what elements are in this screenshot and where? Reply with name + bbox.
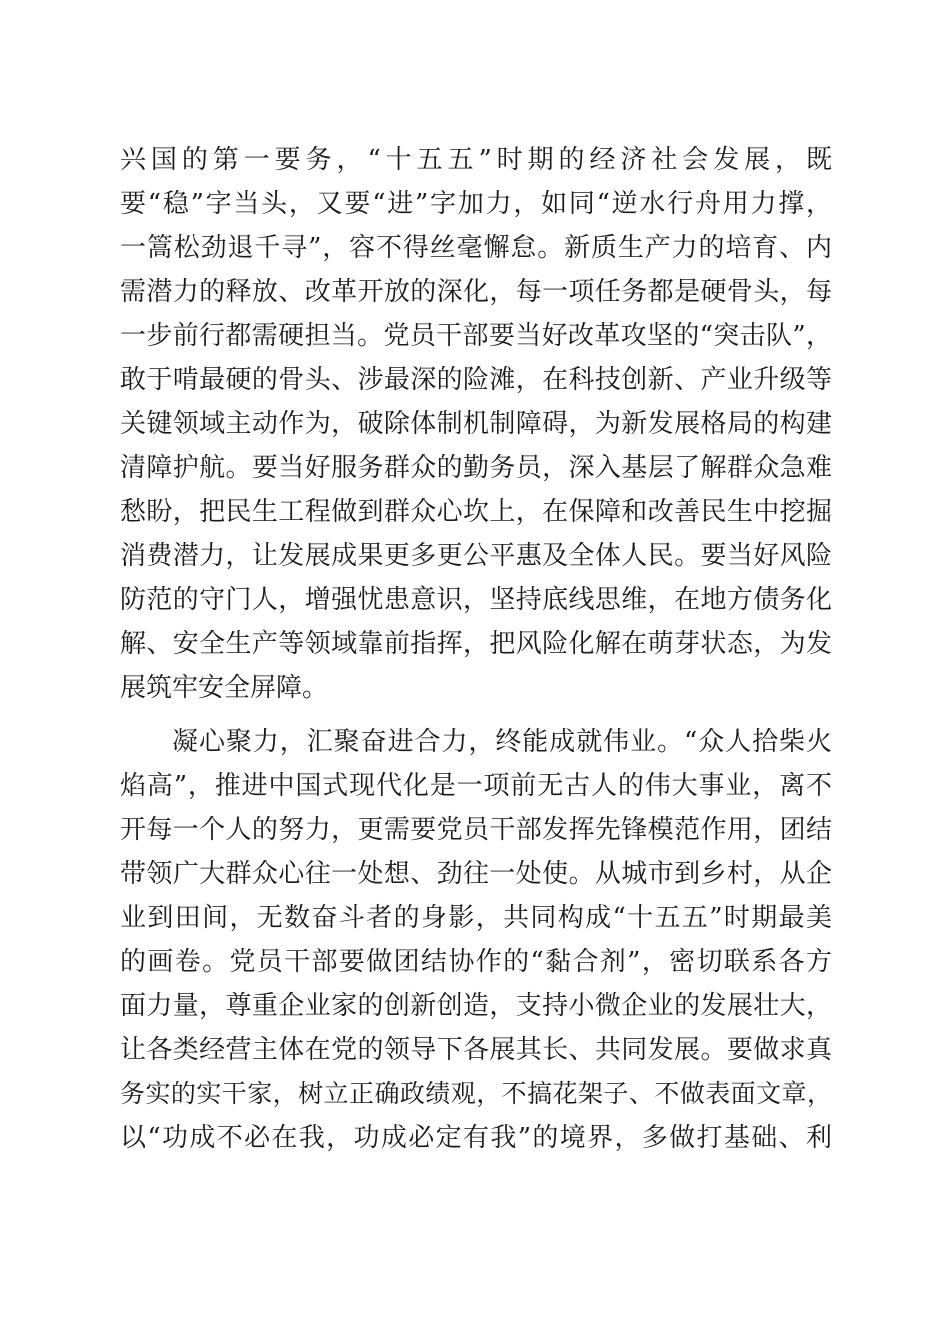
paragraph-1-line-1: 兴国的第一要务，“十五五”时期的经济社会发展，既 xyxy=(120,145,832,175)
paragraph-2-line-6: 的画卷。党员干部要做团结协作的“黏合剂”，密切联系各方 xyxy=(120,947,832,977)
paragraph-2-line-2: 焰高”，推进中国式现代化是一项前无古人的伟大事业，离不 xyxy=(120,771,832,801)
paragraph-1-line-8: 清障护航。要当好服务群众的勤务员，深入基层了解群众急难 xyxy=(120,453,832,483)
paragraph-1-line-7: 关键领域主动作为，破除体制机制障碍，为新发展格局的构建 xyxy=(120,409,832,439)
paragraph-1-line-13: 展筑牢安全屏障。 xyxy=(120,673,329,703)
paragraph-2-line-3: 开每一个人的努力，更需要党员干部发挥先锋模范作用，团结 xyxy=(120,815,832,845)
paragraph-2-line-1: 凝心聚力，汇聚奋进合力，终能成就伟业。“众人拾柴火 xyxy=(172,727,832,757)
paragraph-1-line-9: 愁盼，把民生工程做到群众心坎上，在保障和改善民生中挖掘 xyxy=(120,497,832,527)
paragraph-1-line-3: 一篙松劲退千寻”，容不得丝毫懈怠。新质生产力的培育、内 xyxy=(120,233,832,263)
paragraph-2-line-5: 业到田间，无数奋斗者的身影，共同构成“十五五”时期最美 xyxy=(120,903,832,933)
paragraph-1-line-4: 需潜力的释放、改革开放的深化，每一项任务都是硬骨头，每 xyxy=(120,277,832,307)
paragraph-1-line-11: 防范的守门人，增强忧患意识，坚持底线思维，在地方债务化 xyxy=(120,585,832,615)
paragraph-2-line-10: 以“功成不必在我，功成必定有我”的境界，多做打基础、利 xyxy=(120,1123,832,1153)
paragraph-2-line-4: 带领广大群众心往一处想、劲往一处使。从城市到乡村，从企 xyxy=(120,859,832,889)
paragraph-1-line-2: 要“稳”字当头，又要“进”字加力，如同“逆水行舟用力撑， xyxy=(120,189,832,219)
paragraph-1-line-12: 解、安全生产等领域靠前指挥，把风险化解在萌芽状态，为发 xyxy=(120,629,832,659)
paragraph-1-line-5: 一步前行都需硬担当。党员干部要当好改革攻坚的“突击队”， xyxy=(120,321,832,351)
paragraph-2-line-8: 让各类经营主体在党的领导下各展其长、共同发展。要做求真 xyxy=(120,1035,832,1065)
paragraph-1-line-6: 敢于啃最硬的骨头、涉最深的险滩，在科技创新、产业升级等 xyxy=(120,365,832,395)
paragraph-1-line-10: 消费潜力，让发展成果更多更公平惠及全体人民。要当好风险 xyxy=(120,541,832,571)
paragraph-2-line-7: 面力量，尊重企业家的创新创造，支持小微企业的发展壮大， xyxy=(120,991,832,1021)
paragraph-2-line-9: 务实的实干家，树立正确政绩观，不搞花架子、不做表面文章， xyxy=(120,1079,832,1108)
